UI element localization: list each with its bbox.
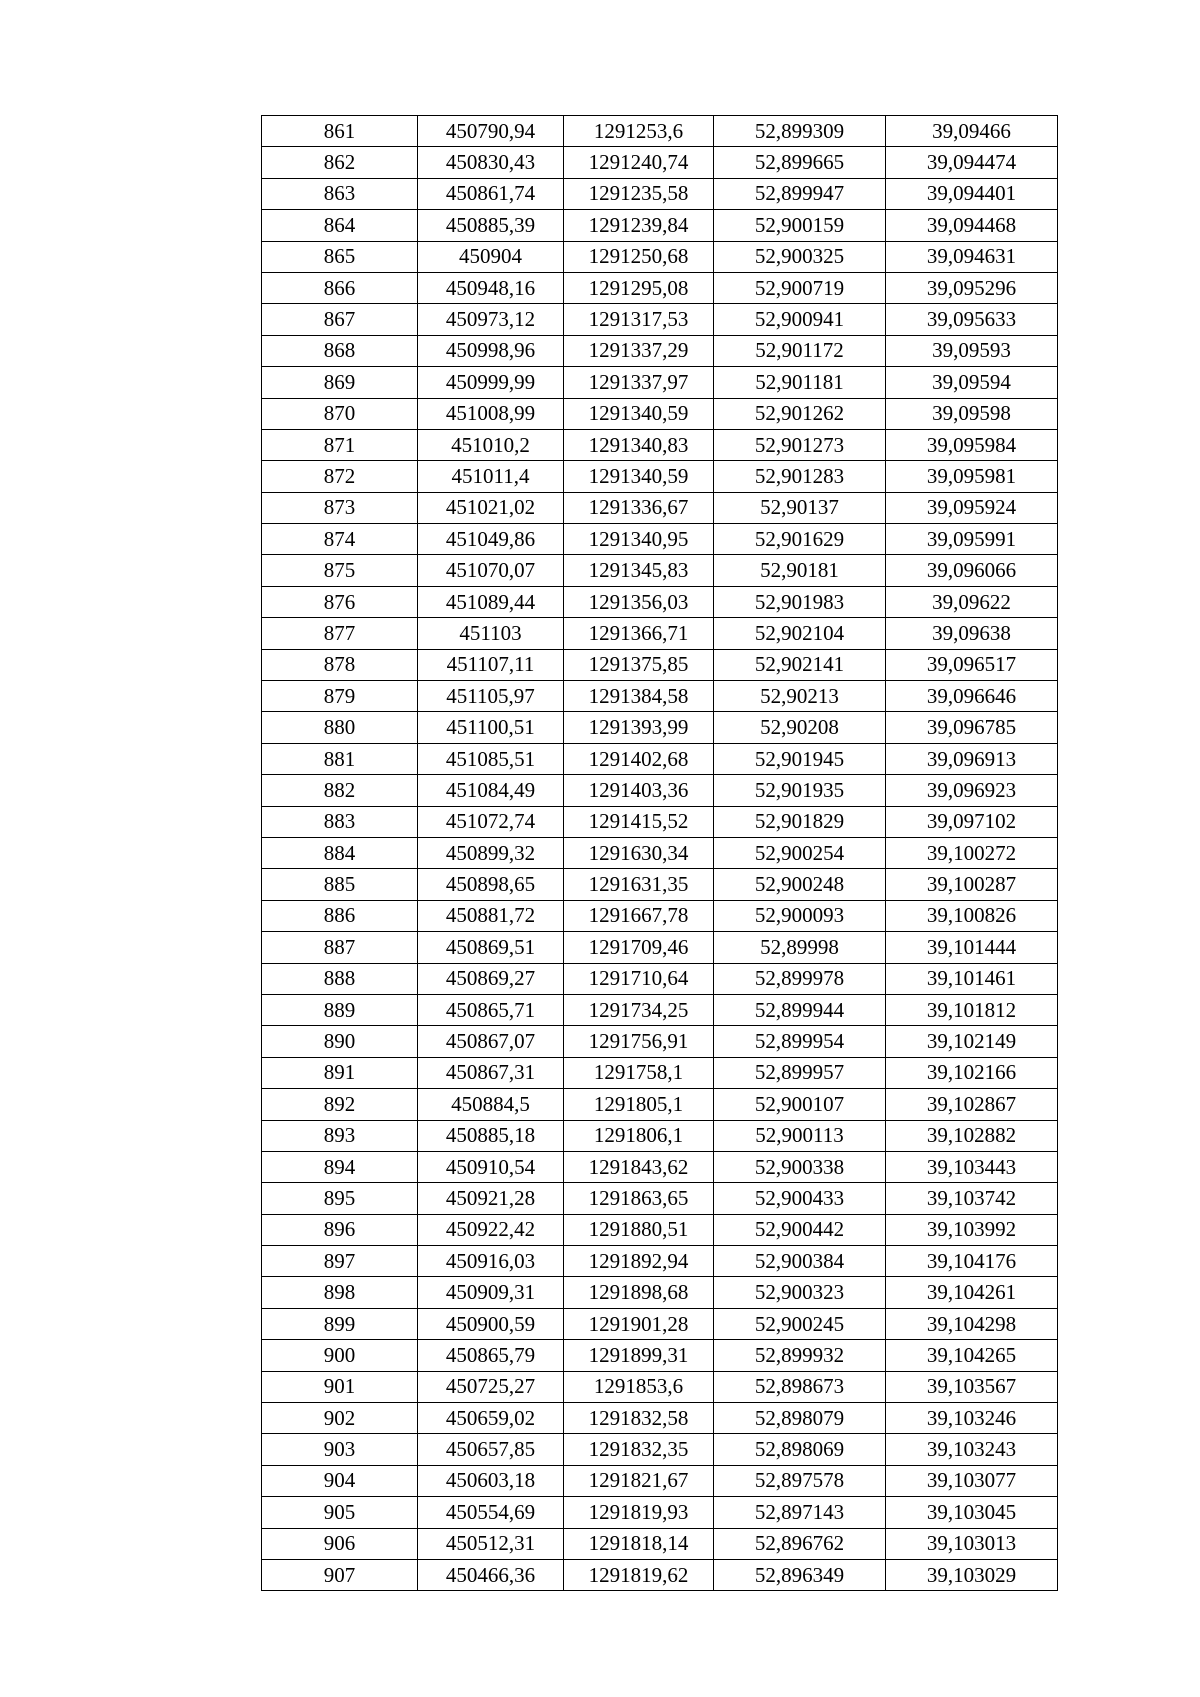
longitude-cell: 39,103045: [886, 1497, 1058, 1528]
longitude-cell: 39,095296: [886, 272, 1058, 303]
table-row: [262, 1277, 1058, 1308]
x-coordinate-cell: 451010,2: [418, 429, 564, 460]
table-row: [262, 1465, 1058, 1496]
y-coordinate-cell: 1291239,84: [564, 210, 714, 241]
y-coordinate-cell: 1291832,58: [564, 1403, 714, 1434]
table-row: [262, 1089, 1058, 1120]
y-coordinate-cell: 1291710,64: [564, 963, 714, 994]
latitude-cell: 52,898673: [714, 1371, 886, 1402]
longitude-cell: 39,096913: [886, 743, 1058, 774]
y-coordinate-cell: 1291709,46: [564, 932, 714, 963]
longitude-cell: 39,100272: [886, 837, 1058, 868]
x-coordinate-cell: 451100,51: [418, 712, 564, 743]
table-row: [262, 367, 1058, 398]
longitude-cell: 39,103013: [886, 1528, 1058, 1559]
table-row: [262, 398, 1058, 429]
point-number-cell: 881: [262, 743, 418, 774]
point-number-cell: 893: [262, 1120, 418, 1151]
longitude-cell: 39,103029: [886, 1559, 1058, 1590]
x-coordinate-cell: 451070,07: [418, 555, 564, 586]
point-number-cell: 885: [262, 869, 418, 900]
point-number-cell: 903: [262, 1434, 418, 1465]
x-coordinate-cell: 450466,36: [418, 1559, 564, 1590]
point-number-cell: 884: [262, 837, 418, 868]
y-coordinate-cell: 1291899,31: [564, 1340, 714, 1371]
point-number-cell: 888: [262, 963, 418, 994]
latitude-cell: 52,90181: [714, 555, 886, 586]
y-coordinate-cell: 1291898,68: [564, 1277, 714, 1308]
longitude-cell: 39,101444: [886, 932, 1058, 963]
table-row: [262, 869, 1058, 900]
longitude-cell: 39,09466: [886, 116, 1058, 147]
point-number-cell: 905: [262, 1497, 418, 1528]
y-coordinate-cell: 1291235,58: [564, 178, 714, 209]
point-number-cell: 878: [262, 649, 418, 680]
point-number-cell: 886: [262, 900, 418, 931]
latitude-cell: 52,899957: [714, 1057, 886, 1088]
y-coordinate-cell: 1291843,62: [564, 1151, 714, 1182]
table-row: [262, 304, 1058, 335]
longitude-cell: 39,09622: [886, 586, 1058, 617]
longitude-cell: 39,102867: [886, 1089, 1058, 1120]
table-row: [262, 1214, 1058, 1245]
table-row: [262, 461, 1058, 492]
x-coordinate-cell: 450998,96: [418, 335, 564, 366]
table-row: [262, 932, 1058, 963]
y-coordinate-cell: 1291403,36: [564, 775, 714, 806]
y-coordinate-cell: 1291375,85: [564, 649, 714, 680]
x-coordinate-cell: 451105,97: [418, 681, 564, 712]
longitude-cell: 39,096785: [886, 712, 1058, 743]
x-coordinate-cell: 450790,94: [418, 116, 564, 147]
longitude-cell: 39,09594: [886, 367, 1058, 398]
y-coordinate-cell: 1291806,1: [564, 1120, 714, 1151]
latitude-cell: 52,899309: [714, 116, 886, 147]
table-row: [262, 1246, 1058, 1277]
latitude-cell: 52,900325: [714, 241, 886, 272]
point-number-cell: 869: [262, 367, 418, 398]
x-coordinate-cell: 450869,27: [418, 963, 564, 994]
point-number-cell: 863: [262, 178, 418, 209]
longitude-cell: 39,094631: [886, 241, 1058, 272]
latitude-cell: 52,900442: [714, 1214, 886, 1245]
y-coordinate-cell: 1291832,35: [564, 1434, 714, 1465]
table-row: [262, 1151, 1058, 1182]
latitude-cell: 52,90213: [714, 681, 886, 712]
longitude-cell: 39,095633: [886, 304, 1058, 335]
table-row: [262, 116, 1058, 147]
table-row: [262, 272, 1058, 303]
x-coordinate-cell: 450900,59: [418, 1308, 564, 1339]
y-coordinate-cell: 1291337,97: [564, 367, 714, 398]
latitude-cell: 52,900323: [714, 1277, 886, 1308]
point-number-cell: 889: [262, 994, 418, 1025]
x-coordinate-cell: 450867,31: [418, 1057, 564, 1088]
y-coordinate-cell: 1291340,59: [564, 398, 714, 429]
latitude-cell: 52,901273: [714, 429, 886, 460]
table-row: [262, 1497, 1058, 1528]
x-coordinate-cell: 450603,18: [418, 1465, 564, 1496]
point-number-cell: 900: [262, 1340, 418, 1371]
longitude-cell: 39,095984: [886, 429, 1058, 460]
point-number-cell: 865: [262, 241, 418, 272]
table-row: [262, 210, 1058, 241]
table-row: [262, 712, 1058, 743]
x-coordinate-cell: 450881,72: [418, 900, 564, 931]
y-coordinate-cell: 1291336,67: [564, 492, 714, 523]
x-coordinate-cell: 450904: [418, 241, 564, 272]
latitude-cell: 52,900254: [714, 837, 886, 868]
point-number-cell: 864: [262, 210, 418, 241]
latitude-cell: 52,896349: [714, 1559, 886, 1590]
table-row: [262, 241, 1058, 272]
latitude-cell: 52,897143: [714, 1497, 886, 1528]
table-row: [262, 555, 1058, 586]
y-coordinate-cell: 1291340,83: [564, 429, 714, 460]
longitude-cell: 39,103243: [886, 1434, 1058, 1465]
x-coordinate-cell: 451084,49: [418, 775, 564, 806]
y-coordinate-cell: 1291317,53: [564, 304, 714, 335]
longitude-cell: 39,100287: [886, 869, 1058, 900]
y-coordinate-cell: 1291295,08: [564, 272, 714, 303]
point-number-cell: 871: [262, 429, 418, 460]
longitude-cell: 39,101812: [886, 994, 1058, 1025]
latitude-cell: 52,901172: [714, 335, 886, 366]
x-coordinate-cell: 450910,54: [418, 1151, 564, 1182]
table-row: [262, 681, 1058, 712]
table-row: [262, 1183, 1058, 1214]
longitude-cell: 39,102882: [886, 1120, 1058, 1151]
x-coordinate-cell: 451103: [418, 618, 564, 649]
latitude-cell: 52,90208: [714, 712, 886, 743]
point-number-cell: 904: [262, 1465, 418, 1496]
latitude-cell: 52,901935: [714, 775, 886, 806]
y-coordinate-cell: 1291250,68: [564, 241, 714, 272]
table-row: [262, 900, 1058, 931]
table-row: [262, 429, 1058, 460]
table-row: [262, 806, 1058, 837]
x-coordinate-cell: 450921,28: [418, 1183, 564, 1214]
table-row: [262, 335, 1058, 366]
x-coordinate-cell: 450865,71: [418, 994, 564, 1025]
y-coordinate-cell: 1291821,67: [564, 1465, 714, 1496]
latitude-cell: 52,901945: [714, 743, 886, 774]
x-coordinate-cell: 450948,16: [418, 272, 564, 303]
table-row: [262, 492, 1058, 523]
point-number-cell: 879: [262, 681, 418, 712]
longitude-cell: 39,097102: [886, 806, 1058, 837]
longitude-cell: 39,103567: [886, 1371, 1058, 1402]
longitude-cell: 39,103443: [886, 1151, 1058, 1182]
point-number-cell: 895: [262, 1183, 418, 1214]
table-row: [262, 1120, 1058, 1151]
latitude-cell: 52,901262: [714, 398, 886, 429]
point-number-cell: 902: [262, 1403, 418, 1434]
point-number-cell: 887: [262, 932, 418, 963]
table-row: [262, 649, 1058, 680]
y-coordinate-cell: 1291819,62: [564, 1559, 714, 1590]
coordinates-table: [261, 115, 1058, 1591]
table-row: [262, 994, 1058, 1025]
point-number-cell: 882: [262, 775, 418, 806]
x-coordinate-cell: 451008,99: [418, 398, 564, 429]
latitude-cell: 52,89998: [714, 932, 886, 963]
latitude-cell: 52,900338: [714, 1151, 886, 1182]
x-coordinate-cell: 451085,51: [418, 743, 564, 774]
latitude-cell: 52,901829: [714, 806, 886, 837]
x-coordinate-cell: 450657,85: [418, 1434, 564, 1465]
y-coordinate-cell: 1291758,1: [564, 1057, 714, 1088]
longitude-cell: 39,102149: [886, 1026, 1058, 1057]
y-coordinate-cell: 1291384,58: [564, 681, 714, 712]
point-number-cell: 868: [262, 335, 418, 366]
y-coordinate-cell: 1291240,74: [564, 147, 714, 178]
x-coordinate-cell: 450898,65: [418, 869, 564, 900]
point-number-cell: 873: [262, 492, 418, 523]
point-number-cell: 877: [262, 618, 418, 649]
latitude-cell: 52,900941: [714, 304, 886, 335]
y-coordinate-cell: 1291631,35: [564, 869, 714, 900]
y-coordinate-cell: 1291356,03: [564, 586, 714, 617]
longitude-cell: 39,103246: [886, 1403, 1058, 1434]
y-coordinate-cell: 1291415,52: [564, 806, 714, 837]
x-coordinate-cell: 451089,44: [418, 586, 564, 617]
x-coordinate-cell: 450916,03: [418, 1246, 564, 1277]
y-coordinate-cell: 1291402,68: [564, 743, 714, 774]
longitude-cell: 39,103992: [886, 1214, 1058, 1245]
point-number-cell: 906: [262, 1528, 418, 1559]
point-number-cell: 901: [262, 1371, 418, 1402]
longitude-cell: 39,096923: [886, 775, 1058, 806]
latitude-cell: 52,900719: [714, 272, 886, 303]
x-coordinate-cell: 450830,43: [418, 147, 564, 178]
longitude-cell: 39,095981: [886, 461, 1058, 492]
latitude-cell: 52,899944: [714, 994, 886, 1025]
latitude-cell: 52,899978: [714, 963, 886, 994]
latitude-cell: 52,901629: [714, 524, 886, 555]
point-number-cell: 896: [262, 1214, 418, 1245]
x-coordinate-cell: 451072,74: [418, 806, 564, 837]
longitude-cell: 39,094468: [886, 210, 1058, 241]
latitude-cell: 52,900245: [714, 1308, 886, 1339]
latitude-cell: 52,899947: [714, 178, 886, 209]
latitude-cell: 52,900384: [714, 1246, 886, 1277]
latitude-cell: 52,899954: [714, 1026, 886, 1057]
longitude-cell: 39,100826: [886, 900, 1058, 931]
point-number-cell: 875: [262, 555, 418, 586]
latitude-cell: 52,896762: [714, 1528, 886, 1559]
table-row: [262, 1057, 1058, 1088]
latitude-cell: 52,900093: [714, 900, 886, 931]
y-coordinate-cell: 1291819,93: [564, 1497, 714, 1528]
table-row: [262, 1026, 1058, 1057]
x-coordinate-cell: 450973,12: [418, 304, 564, 335]
longitude-cell: 39,104265: [886, 1340, 1058, 1371]
point-number-cell: 862: [262, 147, 418, 178]
coordinates-table-body: [262, 116, 1058, 1591]
x-coordinate-cell: 450554,69: [418, 1497, 564, 1528]
point-number-cell: 880: [262, 712, 418, 743]
x-coordinate-cell: 450865,79: [418, 1340, 564, 1371]
latitude-cell: 52,899665: [714, 147, 886, 178]
table-row: [262, 147, 1058, 178]
latitude-cell: 52,902104: [714, 618, 886, 649]
table-row: [262, 1434, 1058, 1465]
latitude-cell: 52,900159: [714, 210, 886, 241]
x-coordinate-cell: 450999,99: [418, 367, 564, 398]
table-row: [262, 837, 1058, 868]
latitude-cell: 52,900113: [714, 1120, 886, 1151]
point-number-cell: 876: [262, 586, 418, 617]
y-coordinate-cell: 1291756,91: [564, 1026, 714, 1057]
latitude-cell: 52,897578: [714, 1465, 886, 1496]
x-coordinate-cell: 450512,31: [418, 1528, 564, 1559]
x-coordinate-cell: 451049,86: [418, 524, 564, 555]
point-number-cell: 872: [262, 461, 418, 492]
latitude-cell: 52,899932: [714, 1340, 886, 1371]
y-coordinate-cell: 1291345,83: [564, 555, 714, 586]
point-number-cell: 894: [262, 1151, 418, 1182]
longitude-cell: 39,103077: [886, 1465, 1058, 1496]
x-coordinate-cell: 450922,42: [418, 1214, 564, 1245]
point-number-cell: 870: [262, 398, 418, 429]
x-coordinate-cell: 450869,51: [418, 932, 564, 963]
table-row: [262, 1528, 1058, 1559]
point-number-cell: 867: [262, 304, 418, 335]
table-row: [262, 524, 1058, 555]
table-row: [262, 1308, 1058, 1339]
y-coordinate-cell: 1291818,14: [564, 1528, 714, 1559]
longitude-cell: 39,102166: [886, 1057, 1058, 1088]
longitude-cell: 39,104298: [886, 1308, 1058, 1339]
y-coordinate-cell: 1291667,78: [564, 900, 714, 931]
x-coordinate-cell: 450899,32: [418, 837, 564, 868]
x-coordinate-cell: 451107,11: [418, 649, 564, 680]
latitude-cell: 52,898079: [714, 1403, 886, 1434]
longitude-cell: 39,09638: [886, 618, 1058, 649]
longitude-cell: 39,096517: [886, 649, 1058, 680]
y-coordinate-cell: 1291366,71: [564, 618, 714, 649]
latitude-cell: 52,901181: [714, 367, 886, 398]
table-row: [262, 963, 1058, 994]
y-coordinate-cell: 1291340,59: [564, 461, 714, 492]
x-coordinate-cell: 450861,74: [418, 178, 564, 209]
y-coordinate-cell: 1291901,28: [564, 1308, 714, 1339]
y-coordinate-cell: 1291880,51: [564, 1214, 714, 1245]
point-number-cell: 897: [262, 1246, 418, 1277]
x-coordinate-cell: 450659,02: [418, 1403, 564, 1434]
latitude-cell: 52,901283: [714, 461, 886, 492]
table-row: [262, 1559, 1058, 1590]
y-coordinate-cell: 1291393,99: [564, 712, 714, 743]
x-coordinate-cell: 450885,18: [418, 1120, 564, 1151]
latitude-cell: 52,901983: [714, 586, 886, 617]
table-row: [262, 1340, 1058, 1371]
y-coordinate-cell: 1291340,95: [564, 524, 714, 555]
point-number-cell: 861: [262, 116, 418, 147]
x-coordinate-cell: 450909,31: [418, 1277, 564, 1308]
table-row: [262, 743, 1058, 774]
longitude-cell: 39,094401: [886, 178, 1058, 209]
y-coordinate-cell: 1291853,6: [564, 1371, 714, 1402]
y-coordinate-cell: 1291337,29: [564, 335, 714, 366]
point-number-cell: 898: [262, 1277, 418, 1308]
latitude-cell: 52,900107: [714, 1089, 886, 1120]
x-coordinate-cell: 450884,5: [418, 1089, 564, 1120]
longitude-cell: 39,103742: [886, 1183, 1058, 1214]
x-coordinate-cell: 451011,4: [418, 461, 564, 492]
point-number-cell: 890: [262, 1026, 418, 1057]
y-coordinate-cell: 1291734,25: [564, 994, 714, 1025]
x-coordinate-cell: 450867,07: [418, 1026, 564, 1057]
y-coordinate-cell: 1291863,65: [564, 1183, 714, 1214]
x-coordinate-cell: 450725,27: [418, 1371, 564, 1402]
table-row: [262, 1371, 1058, 1402]
longitude-cell: 39,09593: [886, 335, 1058, 366]
y-coordinate-cell: 1291805,1: [564, 1089, 714, 1120]
longitude-cell: 39,094474: [886, 147, 1058, 178]
point-number-cell: 883: [262, 806, 418, 837]
latitude-cell: 52,900433: [714, 1183, 886, 1214]
latitude-cell: 52,902141: [714, 649, 886, 680]
longitude-cell: 39,104261: [886, 1277, 1058, 1308]
latitude-cell: 52,898069: [714, 1434, 886, 1465]
point-number-cell: 899: [262, 1308, 418, 1339]
point-number-cell: 892: [262, 1089, 418, 1120]
longitude-cell: 39,101461: [886, 963, 1058, 994]
point-number-cell: 874: [262, 524, 418, 555]
y-coordinate-cell: 1291630,34: [564, 837, 714, 868]
table-row: [262, 1403, 1058, 1434]
point-number-cell: 866: [262, 272, 418, 303]
longitude-cell: 39,096066: [886, 555, 1058, 586]
table-row: [262, 178, 1058, 209]
y-coordinate-cell: 1291253,6: [564, 116, 714, 147]
longitude-cell: 39,096646: [886, 681, 1058, 712]
longitude-cell: 39,095924: [886, 492, 1058, 523]
longitude-cell: 39,104176: [886, 1246, 1058, 1277]
y-coordinate-cell: 1291892,94: [564, 1246, 714, 1277]
latitude-cell: 52,90137: [714, 492, 886, 523]
longitude-cell: 39,09598: [886, 398, 1058, 429]
table-row: [262, 586, 1058, 617]
point-number-cell: 907: [262, 1559, 418, 1590]
table-row: [262, 618, 1058, 649]
x-coordinate-cell: 450885,39: [418, 210, 564, 241]
x-coordinate-cell: 451021,02: [418, 492, 564, 523]
latitude-cell: 52,900248: [714, 869, 886, 900]
point-number-cell: 891: [262, 1057, 418, 1088]
longitude-cell: 39,095991: [886, 524, 1058, 555]
table-row: [262, 775, 1058, 806]
